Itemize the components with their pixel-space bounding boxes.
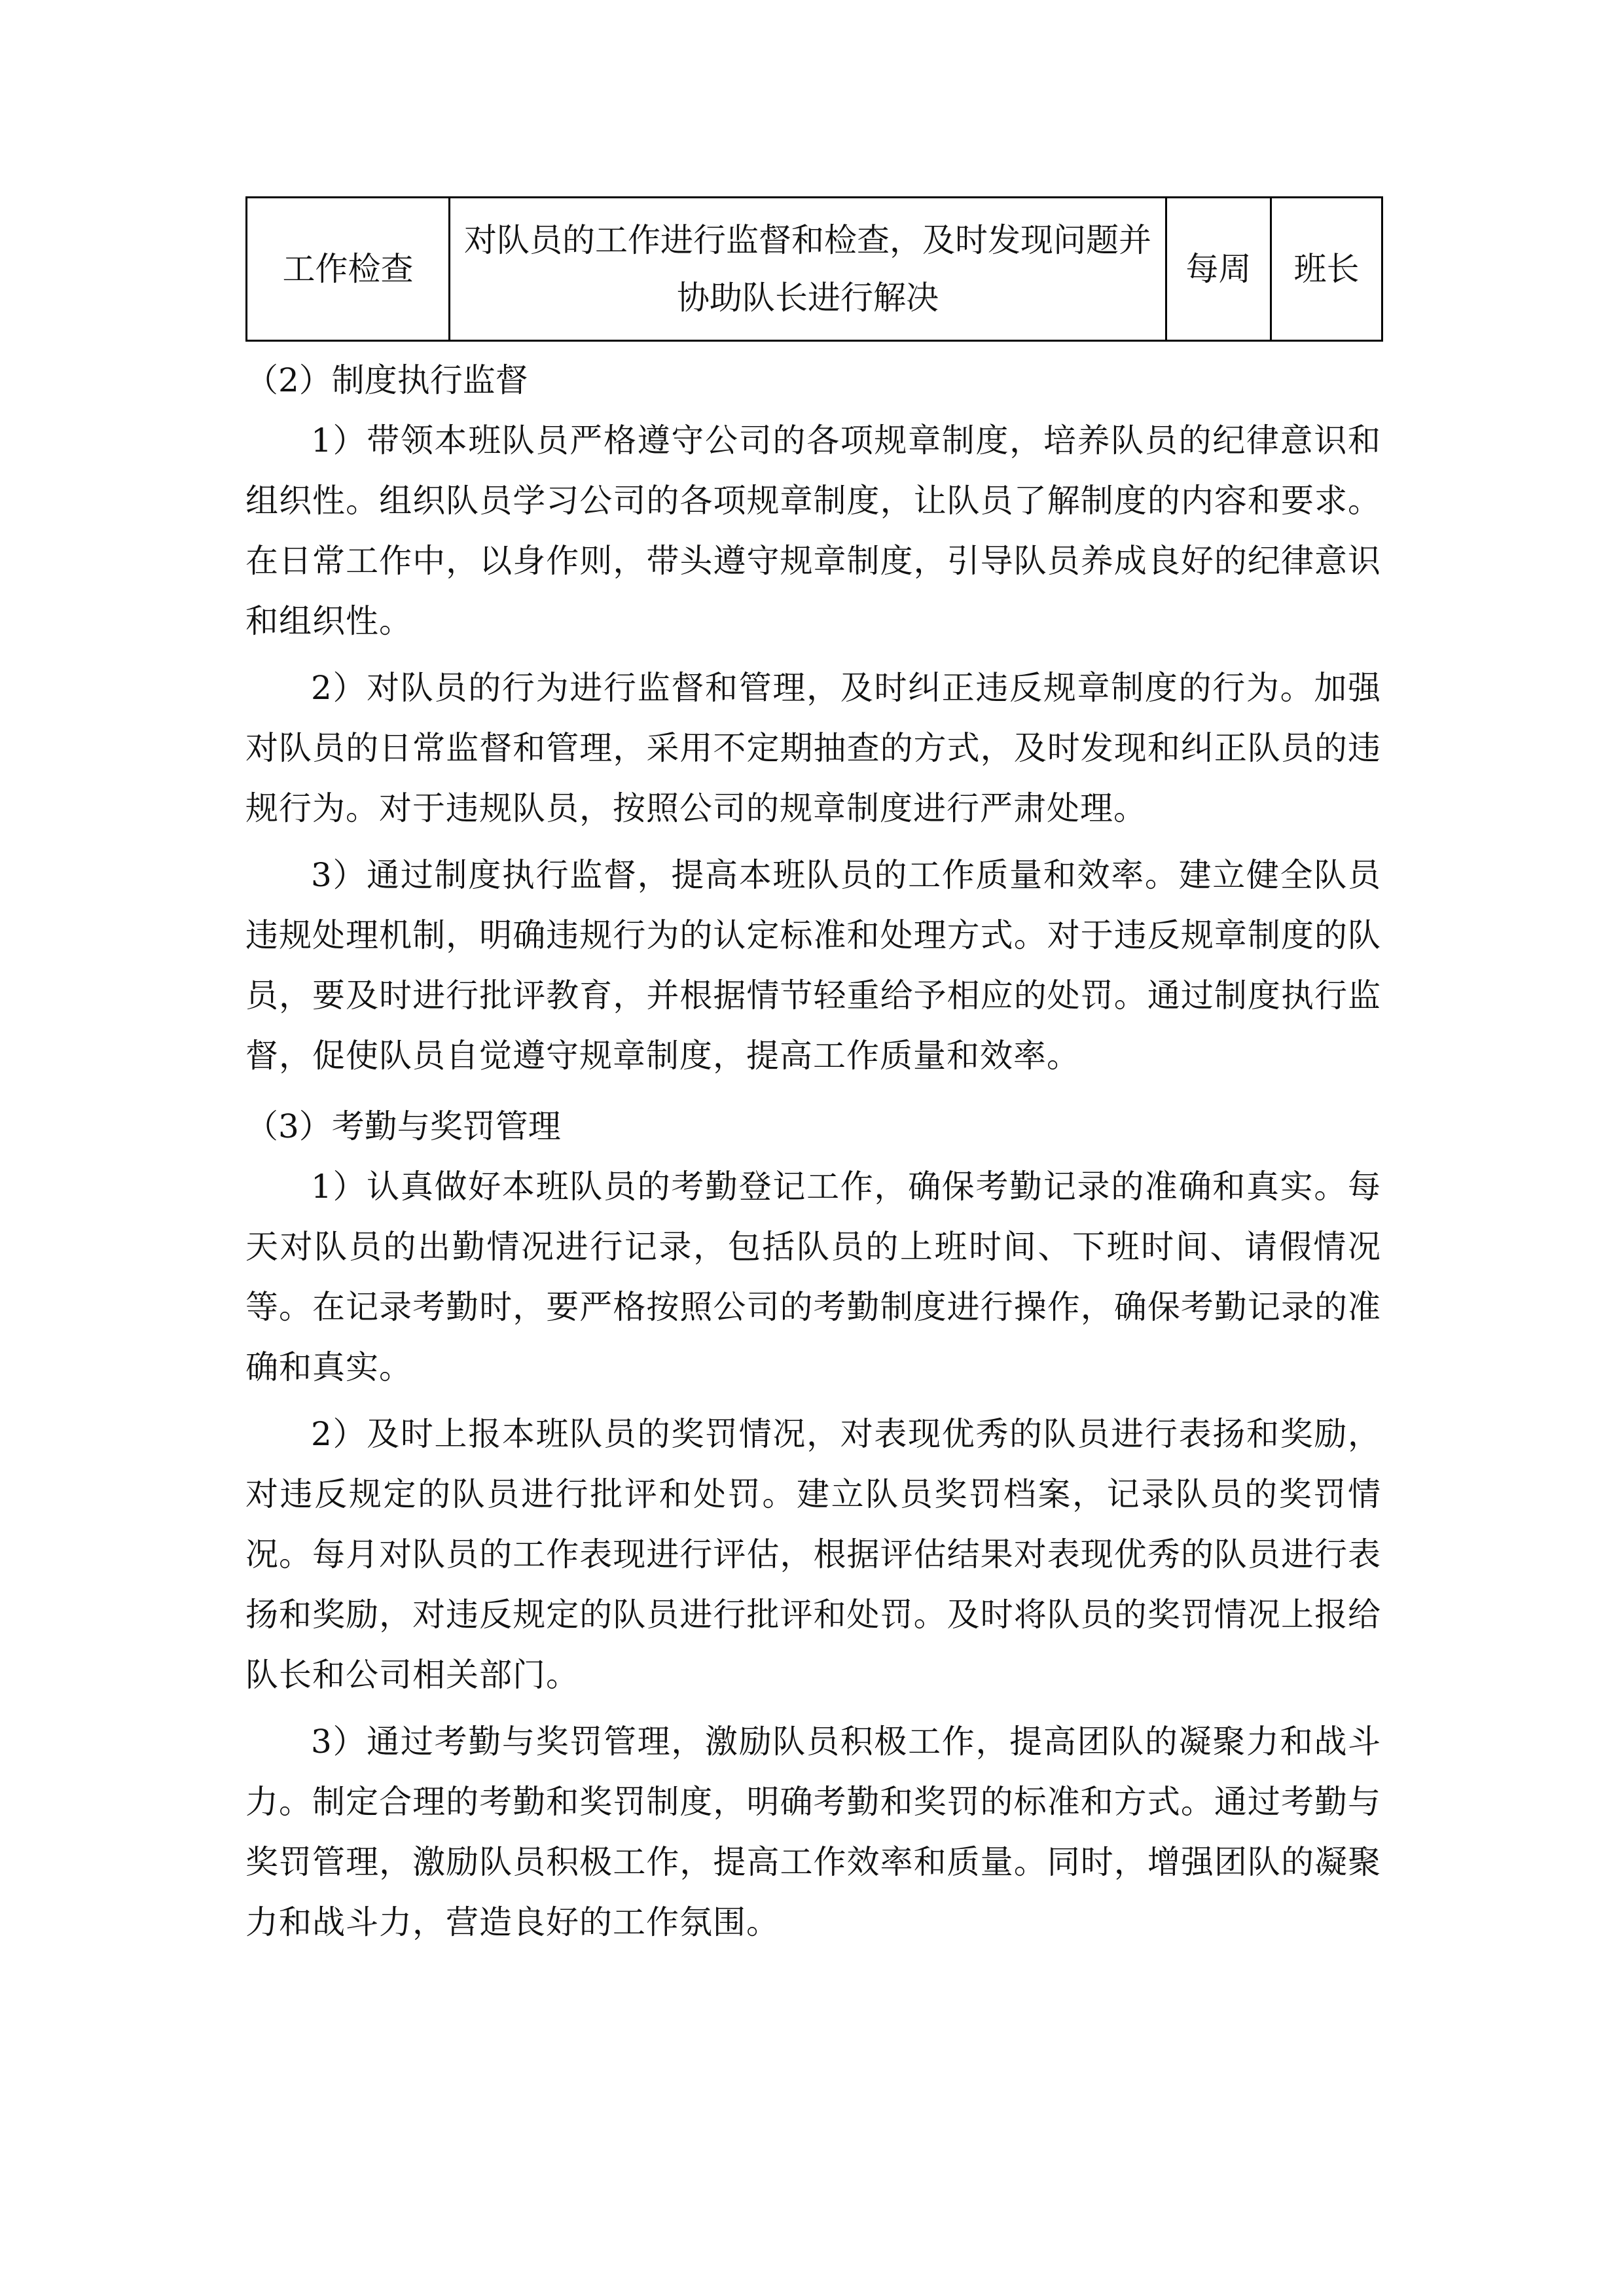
table-cell-frequency: 每周 (1166, 198, 1271, 341)
section-heading: （2）制度执行监督 (245, 361, 528, 399)
table-cell-item: 工作检查 (247, 198, 450, 341)
section-attendance-rewards (245, 1096, 1381, 1952)
document-body (245, 350, 1381, 1959)
duty-table (245, 196, 1383, 342)
paragraph: 1）带领本班队员严格遵守公司的各项规章制度，培养队员的纪律意识和组织性。组织队员学习公司的各项规章制度，让队员了解制度的内容和要求。在日常工作中，以身作则，带头遵守规章制度，引导队员养成良好的纪律意识和组织性。 (245, 422, 1381, 640)
section-discipline-supervision (245, 350, 1381, 1086)
paragraph: 3）通过制度执行监督，提高本班队员的工作质量和效率。建立健全队员违规处理机制，明确违规行为的认定标准和处理方式。对于违反规章制度的队员，要及时进行批评教育，并根据情节轻重给予相应的处罚。通过制度执行监督，促使队员自觉遵守规章制度，提高工作质量和效率。 (245, 856, 1381, 1075)
paragraph: 2）对队员的行为进行监督和管理，及时纠正违反规章制度的行为。加强对队员的日常监督和管理，采用不定期抽查的方式，及时发现和纠正队员的违规行为。对于违规队员，按照公司的规章制度进行严肃处理。 (245, 669, 1381, 827)
paragraph: 1）认真做好本班队员的考勤登记工作，确保考勤记录的准确和真实。每天对队员的出勤情况进行记录，包括队员的上班时间、下班时间、请假情况等。在记录考勤时，要严格按照公司的考勤制度进行操作，确保考勤记录的准确和真实。 (245, 1168, 1381, 1386)
section-heading: （3）考勤与奖罚管理 (245, 1107, 561, 1145)
paragraph: 3）通过考勤与奖罚管理，激励队员积极工作，提高团队的凝聚力和战斗力。制定合理的考勤和奖罚制度，明确考勤和奖罚的标准和方式。通过考勤与奖罚管理，激励队员积极工作，提高工作效率和质量。同时，增强团队的凝聚力和战斗力，营造良好的工作氛围。 (245, 1723, 1381, 1941)
table-row (247, 198, 1382, 341)
table-cell-content: 对队员的工作进行监督和检查，及时发现问题并协助队长进行解决 (450, 198, 1166, 341)
table-cell-responsible: 班长 (1271, 198, 1382, 341)
paragraph: 2）及时上报本班队员的奖罚情况，对表现优秀的队员进行表扬和奖励，对违反规定的队员进行批评和处罚。建立队员奖罚档案，记录队员的奖罚情况。每月对队员的工作表现进行评估，根据评估结果对表现优秀的队员进行表扬和奖励，对违反规定的队员进行批评和处罚。及时将队员的奖罚情况上报给队长和公司相关部门。 (245, 1415, 1381, 1694)
